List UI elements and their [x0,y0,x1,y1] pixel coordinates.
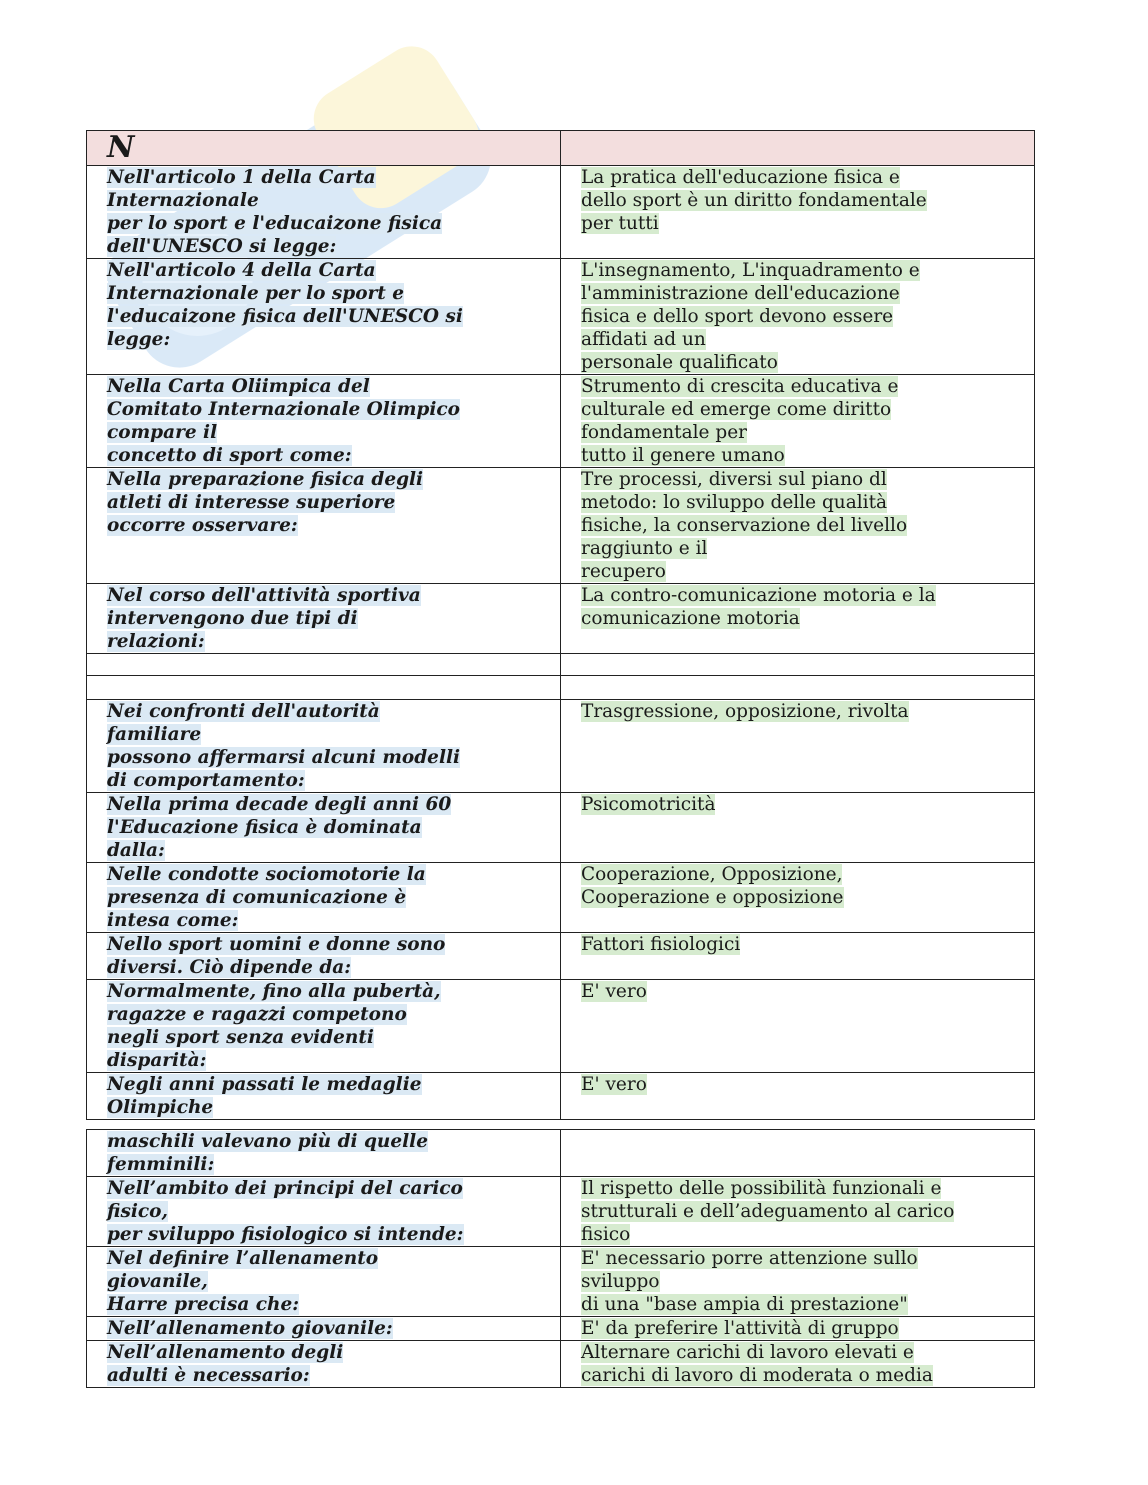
question-line: dell'UNESCO si legge: [107,236,337,257]
answer-line: raggiunto e il [581,538,708,559]
question-line: familiare [107,724,202,745]
answer-line: E' necessario porre attenzione sullo [581,1248,918,1269]
table-row [87,676,1035,700]
question-cell [87,166,561,259]
answer-cell [561,1177,1035,1247]
table-row [87,584,1035,654]
answer-line: E' vero [581,981,647,1002]
question-line: Nello sport uomini e donne sono [107,934,446,955]
question-line: adulti è necessario: [107,1365,310,1386]
answer-line: comunicazione motoria [581,608,800,629]
answer-line: fisica e dello sport devono essere [581,306,894,327]
question-cell [87,1317,561,1341]
table-row [87,1317,1035,1341]
answer-line: di una "base ampia di prestazione" [581,1294,908,1315]
table-row [87,1073,1035,1120]
question-cell [87,468,561,584]
question-line: disparità: [107,1050,207,1071]
answer-line: L'insegnamento, L'inquadramento e [581,260,920,281]
question-line: giovanile, [107,1271,208,1292]
answer-line: E' vero [581,1074,647,1095]
question-line: intervengono due tipi di [107,608,358,629]
table-row [87,468,1035,584]
question-line: concetto di sport come: [107,445,352,466]
question-line: compare il [107,422,218,443]
question-cell [87,654,561,676]
question-line: Nel definire l’allenamento [107,1248,379,1269]
answer-line: Alternare carichi di lavoro elevati e [581,1342,914,1363]
question-cell [87,793,561,863]
question-line: Internazionale per lo sport e [107,283,405,304]
question-line: Nella Carta Oliimpica del [107,376,370,397]
question-line: ragazze e ragazzi competono [107,1004,407,1025]
table-row [87,863,1035,933]
answer-cell [561,584,1035,654]
answer-line: per tutti [581,213,659,234]
question-line: per sviluppo fisiologico si intende: [107,1224,464,1245]
answer-cell [561,863,1035,933]
answer-cell [561,1247,1035,1317]
header-empty-cell [561,131,1035,166]
question-line: presenza di comunicazione è [107,887,407,908]
question-cell [87,375,561,468]
question-line: Nell'articolo 4 della Carta [107,260,376,281]
table-row [87,375,1035,468]
answer-cell [561,375,1035,468]
answer-cell [561,933,1035,980]
question-line: Negli anni passati le medaglie [107,1074,422,1095]
answer-cell [561,980,1035,1073]
answer-line: Il rispetto delle possibilità funzionali e [581,1178,942,1199]
answer-cell [561,700,1035,793]
answer-cell [561,468,1035,584]
answer-line: personale qualificato [581,352,778,373]
table-row [87,793,1035,863]
question-line: diversi. Ciò dipende da: [107,957,352,978]
answer-line: fisiche, la conservazione del livello [581,515,908,536]
answer-line: l'amministrazione dell'educazione [581,283,900,304]
question-line: Internazionale [107,190,259,211]
answer-line: Cooperazione, Opposizione, [581,864,843,885]
question-cell [87,863,561,933]
table-row [87,933,1035,980]
question-cell [87,980,561,1073]
question-line: Harre precisa che: [107,1294,300,1315]
answer-cell [561,259,1035,375]
table-row [87,1177,1035,1247]
answer-line: Strumento di crescita educativa e [581,376,899,397]
answer-cell [561,1130,1035,1177]
table-row [87,1341,1035,1388]
answer-line: carichi di lavoro di moderata o media [581,1365,933,1386]
question-line: maschili valevano più di quelle [107,1131,428,1152]
answer-line: tutto il genere umano [581,445,785,466]
question-line: di comportamento: [107,770,305,791]
table-row [87,980,1035,1073]
answer-line: Fattori fisiologici [581,934,741,955]
question-line: intesa come: [107,910,239,931]
question-line: legge: [107,329,171,350]
question-line: Nell'articolo 1 della Carta [107,167,376,188]
answer-line: culturale ed emerge come diritto [581,399,892,420]
table-row [87,259,1035,375]
answer-line: fisico [581,1224,631,1245]
question-cell [87,1073,561,1120]
question-cell [87,676,561,700]
answer-line: E' da preferire l'attività di gruppo [581,1318,899,1339]
answer-line: Psicomotricità [581,794,716,815]
question-cell [87,933,561,980]
table-row [87,1247,1035,1317]
question-cell [87,259,561,375]
answer-cell [561,1073,1035,1120]
table-header-row [87,131,1035,166]
question-line: negli sport senza evidenti [107,1027,374,1048]
answer-cell [561,1341,1035,1388]
answer-line: affidati ad un [581,329,706,350]
answer-line: strutturali e dell’adeguamento al carico [581,1201,955,1222]
question-cell [87,700,561,793]
question-line: Nei confronti dell'autorità [107,701,380,722]
answer-line: Tre processi, diversi sul piano dl [581,469,887,490]
question-line: Nelle condotte sociomotorie la [107,864,426,885]
question-line: occorre osservare: [107,515,298,536]
question-line: Normalmente, fino alla pubertà, [107,981,441,1002]
answer-cell [561,654,1035,676]
question-line: Olimpiche [107,1097,214,1118]
answer-cell [561,676,1035,700]
question-line: Nel corso dell'attività sportiva [107,585,421,606]
answer-line: metodo: lo sviluppo delle qualità [581,492,888,513]
table-row [87,700,1035,793]
question-line: fisico, [107,1201,168,1222]
answer-line: sviluppo [581,1271,660,1292]
question-line: dalla: [107,840,165,861]
table-row [87,654,1035,676]
table-row [87,1130,1035,1177]
answer-line: Cooperazione e opposizione [581,887,844,908]
question-line: atleti di interesse superiore [107,492,396,513]
answer-cell [561,166,1035,259]
answer-line: La pratica dell'educazione fisica e [581,167,900,188]
question-line: relazioni: [107,631,205,652]
question-line: possono affermarsi alcuni modelli [107,747,461,768]
qa-table-top [86,130,1035,1120]
question-line: Nell’allenamento degli [107,1342,344,1363]
answer-cell [561,793,1035,863]
answer-line: dello sport è un diritto fondamentale [581,190,927,211]
question-cell [87,1341,561,1388]
header-letter: N [87,131,561,166]
table-row [87,166,1035,259]
answer-cell [561,1317,1035,1341]
question-line: per lo sport e l'educaizone fisica [107,213,443,234]
question-line: Nella prima decade degli anni 60 [107,794,452,815]
question-line: femminili: [107,1154,215,1175]
question-line: Nella preparazione fisica degli [107,469,424,490]
question-line: Comitato Internazionale Olimpico [107,399,460,420]
question-line: Nell’allenamento giovanile: [107,1318,393,1339]
answer-line: fondamentale per [581,422,748,443]
qa-table-bottom [86,1129,1035,1388]
question-line: l'Educazione fisica è dominata [107,817,422,838]
answer-line: La contro-comunicazione motoria e la [581,585,936,606]
question-line: Nell’ambito dei principi del carico [107,1178,463,1199]
question-cell [87,1247,561,1317]
question-cell [87,1130,561,1177]
answer-line: Trasgressione, opposizione, rivolta [581,701,909,722]
question-line: l'educaizone fisica dell'UNESCO si [107,306,463,327]
answer-line: recupero [581,561,666,582]
question-cell [87,1177,561,1247]
question-cell [87,584,561,654]
